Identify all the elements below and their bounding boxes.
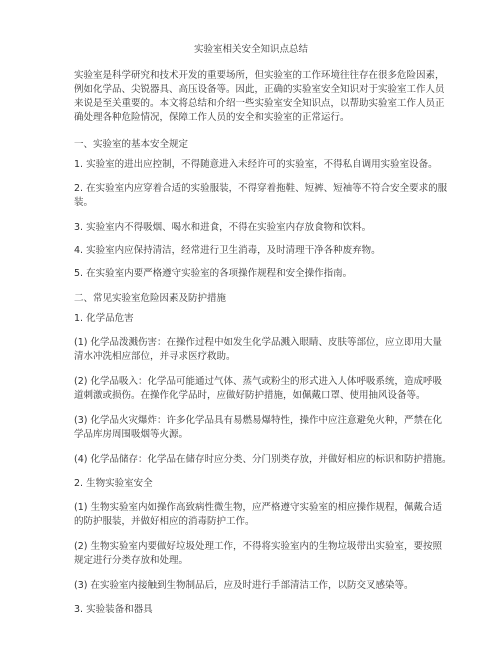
list-item-continuation: 的防护服装，并做好相应的消毒防护工作。 <box>74 516 255 527</box>
list-item: (3) 在实验室内接触到生物制品后，应及时进行手部清洁工作，以防交叉感染等。 <box>74 580 414 591</box>
list-item: (2) 生物实验室内要做好垃圾处理工作，不得将实验室内的生物垃圾带出实验室，要按照 <box>74 541 442 552</box>
list-item-continuation: 道刺激或损伤。在操作化学品时，应做好防护措施，如佩戴口罩、使用抽风设备等。 <box>74 390 426 401</box>
list-item: (4) 化学品储存：化学品在储存时应分类、分门别类存放，并做好相应的标识和防护措施。 <box>74 454 452 465</box>
intro-line: 确处理各种危险情况，保障工作人员的安全和实验室的正常运行。 <box>74 112 350 123</box>
list-item: (3) 化学品火灾爆炸：许多化学品具有易燃易爆特性，操作中应注意避免火种，严禁在化 <box>74 415 442 426</box>
subsection-heading: 2. 生物实验室安全 <box>74 478 153 489</box>
list-item: 5. 在实验室内要严格遵守实验室的各项操作规程和安全操作指南。 <box>74 268 353 279</box>
intro-line: 来说是至关重要的。本文将总结和介绍一些实验室安全知识点，以帮助实验室工作人员正 <box>74 98 445 109</box>
list-item-continuation: 装。 <box>74 197 94 208</box>
list-item: (1) 化学品泼溅伤害：在操作过程中如发生化学品溅入眼睛、皮肤等部位，应立即用大量 <box>74 337 442 348</box>
subsection-heading: 3. 实验装备和器具 <box>74 604 153 615</box>
section-heading: 二、常见实验室危险因素及防护措施 <box>74 293 227 304</box>
intro-line: 实验室是科学研究和技术开发的重要场所，但实验室的工作环境往往存在很多危险因素， <box>74 70 445 81</box>
list-item-continuation: 学品库房周围吸烟等火源。 <box>74 429 189 440</box>
list-item: 4. 实验室内应保持清洁，经常进行卫生消毒，及时清理干净各种废弃物。 <box>74 245 381 256</box>
list-item: 3. 实验室内不得吸烟、喝水和进食，不得在实验室内存放食物和饮料。 <box>74 222 372 233</box>
list-item: (2) 化学品吸入：化学品可能通过气体、蒸气或粉尘的形式进入人体呼吸系统，造成呼吸 <box>74 376 442 387</box>
subsection-heading: 1. 化学品危害 <box>74 313 134 324</box>
intro-line: 例如化学品、尖锐器具、高压设备等。因此，正确的实验室安全知识对于实验室工作人员 <box>74 84 445 95</box>
list-item: 1. 实验室的进出应控制，不得随意进入未经许可的实验室，不得私自调用实验室设备。 <box>74 159 438 170</box>
section-heading: 一、实验室的基本安全规定 <box>74 139 189 150</box>
list-item-continuation: 清水冲洗相应部位，并寻求医疗救助。 <box>74 351 236 362</box>
list-item: 2. 在实验室内应穿着合适的实验服装，不得穿着拖鞋、短裤、短袖等不符合安全要求的服 <box>74 183 448 194</box>
document-title: 实验室相关安全知识点总结 <box>193 44 308 55</box>
list-item-continuation: 规定进行分类存放和处理。 <box>74 555 189 566</box>
list-item: (1) 生物实验室内如操作高致病性微生物，应严格遵守实验室的相应操作规程，佩戴合适 <box>74 502 442 513</box>
